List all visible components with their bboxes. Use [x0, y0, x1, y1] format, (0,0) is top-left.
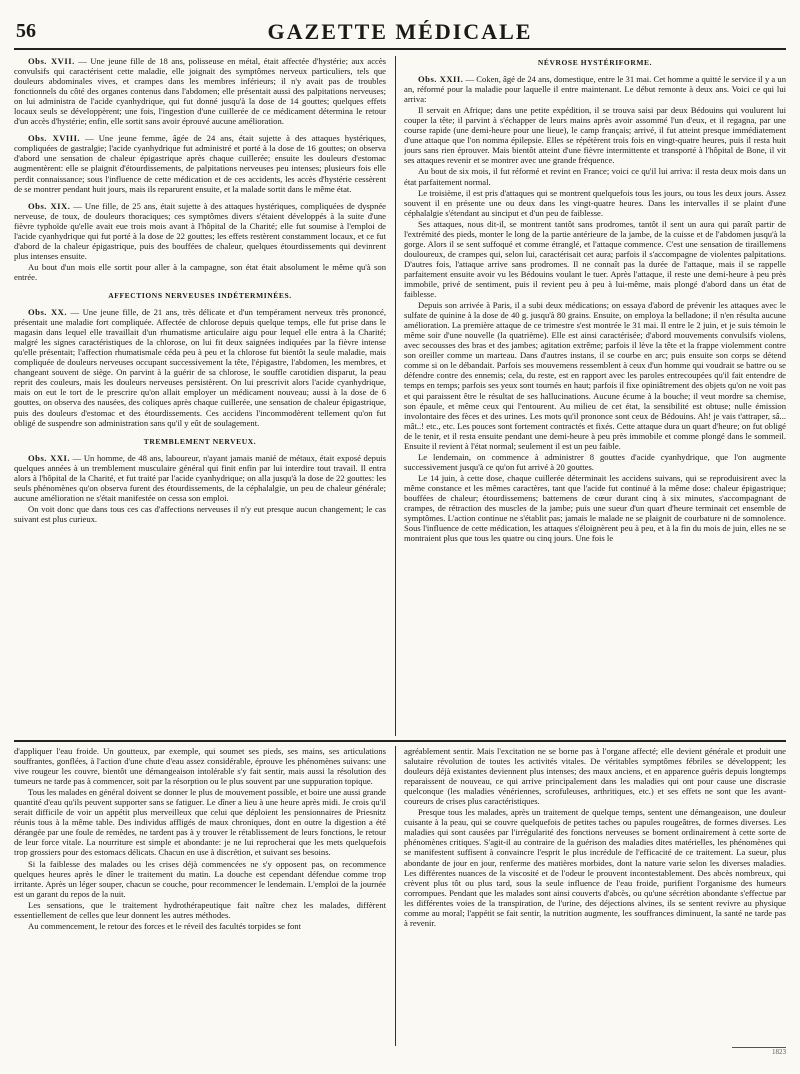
observation-18: Obs. XVIII. — Une jeune femme, âgée de 24 ans, était sujette à des attaques hystériques, compliquées de gastralgie; l'acide cyanhydrique fut administré et porté à la dose de 16 gouttes; on observa d'abord une sensation de chaleur épigastrique après chaque cuillerée; ensuite les douleurs d'estomac augmentèrent: elle se plaignit d'étourdissements, de palpitations nerveuses peu intenses; plusieurs fois elle perdit connaissance; sous l'influence de cette médication et de ces accidents, les accès d'hystérie cessèrent de se montrer pendant huit jours, mais ils reparurent ensuite, et la malade sortit dans le même état. [14, 133, 386, 194]
paragraph: Le 14 juin, à cette dose, chaque cuillerée déterminait les accidens suivans, qui se reproduisirent avec la même constance et les mêmes caractères, tant que l'acide fut continué à la même dose: chaleur épigastrique; bouffées de chaleur; étourdissemens; battemens de cœur durant cinq à six minutes, s'accompagnant de crampes, de rétraction des muscles de la jambe; puis une sueur d'un quart d'heure terminait cet ensemble de symptômes. L'action continue ne s'établit pas; jamais le malade ne se plaignit de courbature ni de somnolence. Sous l'influence de cette médication, les attaques s'éloignèrent peu à peu, et à la fin du mois de juin, elles ne se montraient plus que tous les quatre ou cinq jours. Une fois le [404, 472, 786, 544]
section-title-affections: AFFECTIONS NERVEUSES INDÉTERMINÉES. [108, 290, 292, 300]
right-column [404, 56, 786, 736]
paragraph: Les sensations, que le traitement hydrothérapeutique fait naître chez les malades, diffèrent essentiellement de celles que leur donnent les autres méthodes. [14, 899, 386, 920]
observation-19-outcome: Au bout d'un mois elle sortit pour aller à la campagne, son état était absolument le même qu'à son entrée. [14, 261, 386, 282]
section-title-tremblement: TREMBLEMENT NERVEUX. [143, 436, 257, 446]
page-header [14, 14, 786, 50]
paragraph: Tous les malades en général doivent se donner le plus de mouvement possible, et boire une aussi grande quantité d'eau qu'ils peuvent supporter sans se fatiguer. Le dîner a lieu à une heure après midi. Je crois qu'il serait difficile de voir un appétit plus merveilleux que celui que déploient les pensionnaires de Priesnitz réunis tous à la même table. Des individus affligés de maux chroniques, dont en outre la digestion a été dérangée par une foule de remèdes, ne tardent pas à y trouver le rétablissement de leurs fonctions, le retour de leur force vitale. La nourriture est simple et abondante: je ne lui reprocherai que les mets quelquefois trop grossiers pour des estomacs délicats. Chacun en use à discrétion, et suivant ses besoins. [14, 787, 386, 858]
paragraph: agréablement sentir. Mais l'excitation ne se borne pas à l'organe affecté; elle devient générale et produit une salutaire révolution de toutes les activités vitales. De véritables symptômes fébriles se développent; les douleurs déjà existantes deviennent plus intenses; des maux anciens, et en apparence guéris depuis longtemps reparaissent de nouveau, ce qui arrive principalement dans les maladies qui ont pour cause une discrasie quelconque (les maladies vénériennes, scrofuleuses, arthritiques, etc.) et ses effets ne sont que les avant-coureurs de crises plus caractéristiques. [404, 746, 786, 807]
library-stamp: 1823 [732, 1047, 786, 1064]
observation-20: Obs. XX. — Une jeune fille, de 21 ans, très délicate et d'un tempérament nerveux très prononcé, présentait une maladie fort compliquée. Affectée de chlorose depuis quelque temps, elle fut prise dans le magasin dans lequel elle travaillait d'un rhumatisme articulaire aigu pour lequel elle entra à la Charité; malgré les signes caractéristiques de la chlorose, on lui fit deux saignées indiquées par la fièvre intense qu'elle présentait; l'affection rhumatismale céda peu à peu et la chlorose fut bientôt la seule maladie, mais compliquée de douleurs nerveuses occupant successivement la tête, l'épigastre, l'abdomen, les membres, et changeant souvent de siège. On parvint à la guérir de sa chlorose, le souffle carotidien disparut, la peau reprit des couleurs, mais les douleurs nerveuses persistèrent. On lui prescrivit alors l'acide cyanhydrique, mais on eut le tort de le prescrire qu'on allait employer un médicament nouveau; aussi à la dose de 6 gouttes, on observa des nausées, des coliques après chaque cuillerée, une sensation de chaleur épigastrique, puis des douleurs d'estomac et des étourdissements. Ces accidens l'incommodèrent tellement qu'on fut obligé de suspendre son administration sans qu'il y eût de soulagement. [14, 307, 386, 428]
paragraph: Au bout de six mois, il fut réformé et revint en France; voici ce qu'il lui arriva: il resta deux mois dans un état parfaitement normal. [404, 166, 786, 187]
paragraph: Ses attaques, nous dit-il, se montrent tantôt sans prodromes, tantôt il sent un aura qui paraît partir de l'extrémité des pieds, monter le long de la partie antérieure de la jambe, de la cuisse et de l'abdomen jusqu'à la gorge. Alors il se sent suffoqué et comme étranglé, et l'attaque commence. C'est une sensation de tiraillemens douloureux, de crampes qui, selon lui, caractérisait cet aura; parfois il s'accompagne de violentes palpitations. D'autres fois, l'attaque arrive sans prodromes. Il ne connaît pas la durée de l'attaque, mais il se rappelle parfaitement ensuite avoir vu les Bédouins voulant le tuer. Après l'attaque, il reste une demi-heure à peu près immobile, privé de sentiment, puis il revient peu à peu à lui-même, mais plongé d'abord dans un état de faiblesse. [404, 218, 786, 300]
column-divider [395, 746, 396, 1046]
paragraph: Le troisième, il est pris d'attaques qui se montrent quelquefois tous les jours, ou tous les deux jours. Assez souvent il en présente une ou deux dans les vingt-quatre heures. Dans les intervalles il se plaint d'une céphalalgie s'étendant au sinciput et d'un peu de faiblesse. [404, 187, 786, 218]
section-title-nevrose: NÉVROSE HYSTÉRIFORME. [537, 58, 653, 67]
observation-19: Obs. XIX. — Une fille, de 25 ans, était sujette à des attaques hystériques, compliquées de dyspnée nerveuse, de toux, de douleurs thoraciques; ces symptômes divers s'étaient développés à la suite d'une fièvre typhoïde qu'elle avait eue trois mois avant à l'hôpital de la Charité; elle fut soumise à l'emploi de l'acide cyanhydrique qui fut porté à la dose de 22 gouttes; les effets restèrent constamment locaux, et ce fut d'abord de la chaleur épigastrique, puis des bouffées de chaleur, quelques étourdissements qui devinrent plus intenses ensuite. [14, 200, 386, 261]
paragraph: Le lendemain, on commence à administrer 8 gouttes d'acide cyanhydrique, que l'on augmente successivement jusqu'à ce qu'on fut arrivé à 20 gouttes. [404, 451, 786, 472]
column-divider [395, 56, 396, 736]
observation-21: Obs. XXI. — Un homme, de 48 ans, laboureur, n'ayant jamais manié de métaux, était exposé depuis quelques années à un tremblement musculaire général qui finit enfin par lui interdire tout travail. Il entra alors à l'hôpital de la Charité, et fut traité par l'acide cyanhydrique; on alla jusqu'à la dose de 22 gouttes: les seuls phénomènes qu'on observa furent des étourdissements, de la céphalalgie, un peu de chaleur générale; aucune amélioration ne s'était manifestée on cessa son emploi. [14, 452, 386, 503]
page-number: 56 [16, 20, 36, 42]
section-divider [14, 740, 786, 742]
paragraph: Au commencement, le retour des forces et le réveil des facultés torpides se font [28, 920, 301, 931]
paragraph: Si la faiblesse des malades ou les crises déjà commencées ne s'y opposent pas, on recommence quelques heures après le dîner le traitement du matin. La douche est cependant défendue comme trop irritante. Après un léger souper, chacun se couche, pour recommencer le lendemain. L'emploi de la journée est un garant du repos de la nuit. [14, 858, 386, 899]
observation-17: Obs. XVII. — Une jeune fille de 18 ans, polisseuse en métal, était affectée d'hystérie; aux accès convulsifs qui caractérisent cette maladie, elle joignait des symptômes nerveux particuliers, tels que douleurs abdominales vives, et crampes dans les membres inférieurs; il n'y avait pas de troubles fonctionnels du côté des organes contenus dans l'abdomen; elle présentait aussi des palpitations nerveuses; on lui administra de l'acide cyanhydrique, qui fut donné jusqu'à la dose de 14 gouttes; quelques effets locaux seuls se développèrent; une fois, l'ingestion d'une cuillerée de ce médicament détermina le retour d'un accès d'hystérie; enfin, elle sortit sans avoir éprouvé aucune amélioration. [14, 56, 386, 127]
paragraph: Presque tous les malades, après un traitement de quelque temps, sentent une démangeaison, une douleur cuisante à la peau, qui se couvre quelquefois de petites taches ou papules rougeâtres, de formes diverses. Les maladies qui sont causées par l'irrégularité des fonctions nerveuses se bornent ordinairement à cette sorte de phénomènes critiques. S'agit-il au contraire de la guérison des maladies dites matérielles, les phénomènes qui se manifestent suffisent à convaincre l'esprit le plus incrédule de l'efficacité de ce traitement. La sueur, plus abondante de jour en jour, renferme des matières morbides, dont la nature varie selon les diverses maladies. Les différentes nuances de la viscosité et de l'odeur le prouvent incontestablement. Des abcès nombreux, qui crèvent plus tôt ou plus tard, sous la seule influence de l'eau froide, purifient l'organisme des humeurs corrompues. Pendant que les malades sont ainsi couverts d'abcès, ou qu'une sécrétion abondante s'effectue par les différentes voies de la transpiration, de l'urine, des déjections alvines, ils se sentent revivre au physique comme au moral; l'appétit se fait sentir, la nutrition augmente, les souffrances diminuent, la santé ne tarde pas à revenir. [404, 807, 786, 928]
conclusion-paragraph: On voit donc que dans tous ces cas d'affections nerveuses il n'y eut presque aucun changement; le cas suivant est plus curieux. [14, 503, 386, 524]
paragraph: Depuis son arrivée à Paris, il a subi deux médications; on essaya d'abord de prévenir les attaques avec le sulfate de quinine à la dose de 40 g. jusqu'à 80 grains. Ensuite, on employa la belladone; il n'en résulta aucune amélioration. La première attaque de ce trimestre s'est montrée le 31 mai. Il entre le 2 juin, et je suis témoin le même soir d'une nouvelle (la quatrième). Elle est ainsi caractérisée; d'abord mouvements convulsifs violens, avec secousses des bras et des jambes; agitation extrême; parfois il lève la tête et la frappe violemment contre son oreiller comme un marteau. Dans d'autres instans, il se courbe en arc; puis ensuite son corps se détend comme si on le débandait. Parfois ses mouvemens ressemblent à ceux d'un homme qui voudrait se battre ou se défendre contre des ennemis; cela, du reste, est en rapport avec les paroles entrecoupées qu'il fait entendre de temps en temps; parfois ses yeux sont tournés en haut; parfois il fixe opiniâtrement des objets qu'on ne voit pas et qui paraissent être le résultat de ses hallucinations. Aucune écume à la bouche; il veut mordre sa chemise, son épaule, et même ceux qui l'entourent. Au milieu de cet état, la sensibilité est obtuse; nulle émission involontaire des fèces et des urines. Les mots qu'il prononce sont ceux de Bédouins. Ah! je vais t'attraper, sâ... mât..! etc., etc. Les pouces sont fortement contractés et fixés. Cette attaque dura un quart d'heure; on fut obligé de le tenir, et il resta ensuite pendant une demi-heure à peu près immobile et comme plongé dans le sommeil. Ensuite il revient à l'état normal; seulement il est un peu faible. [404, 300, 786, 451]
bottom-left-column [14, 746, 386, 1046]
paragraph: Il servait en Afrique; dans une petite expédition, il se trouva saisi par deux Bédouins qui voulurent lui couper la tête; il parvint à s'échapper de leurs mains après avoir assommé l'un d'eux, et il regagna, par une course rapide (une demi-heure pour une lieue), le camp français; arrivé, il fut atteint presque immédiatement d'une attaque que l'on nomma épilepsie. Elles se répétèrent trois fois en vingt-quatre heures, puis il resta huit jours sans rien éprouver. Mais bientôt atteint d'une fièvre intermittente et transporté à l'hôpital de Bone, il vit ses attaques revenir et se montrer avec une grande fréquence. [404, 105, 786, 166]
paragraph: d'appliquer l'eau froide. Un goutteux, par exemple, qui soumet ses pieds, ses mains, ses articulations souffrantes, gonflées, à l'action d'une chute d'eau assez considérable, éprouve les phénomènes suivans: une vive rougeur les couvre, bientôt une démangeaison intolérable s'y fait sentir, mais aussi la résolution des tumeurs ne tarde pas à commencer, soit par la résorption ou le plus souvent par une suppuration topique. [14, 746, 386, 787]
observation-22: Obs. XXII. — Coken, âgé de 24 ans, domestique, entre le 31 mai. Cet homme a quitté le service il y a un an, réformé pour la maladie pour laquelle il entre maintenant. Le début remonte à deux ans. Voici ce qui lui arriva: [404, 74, 786, 105]
bottom-right-column [404, 746, 786, 1046]
journal-title: GAZETTE MÉDICALE [267, 19, 533, 44]
left-column [14, 56, 386, 696]
